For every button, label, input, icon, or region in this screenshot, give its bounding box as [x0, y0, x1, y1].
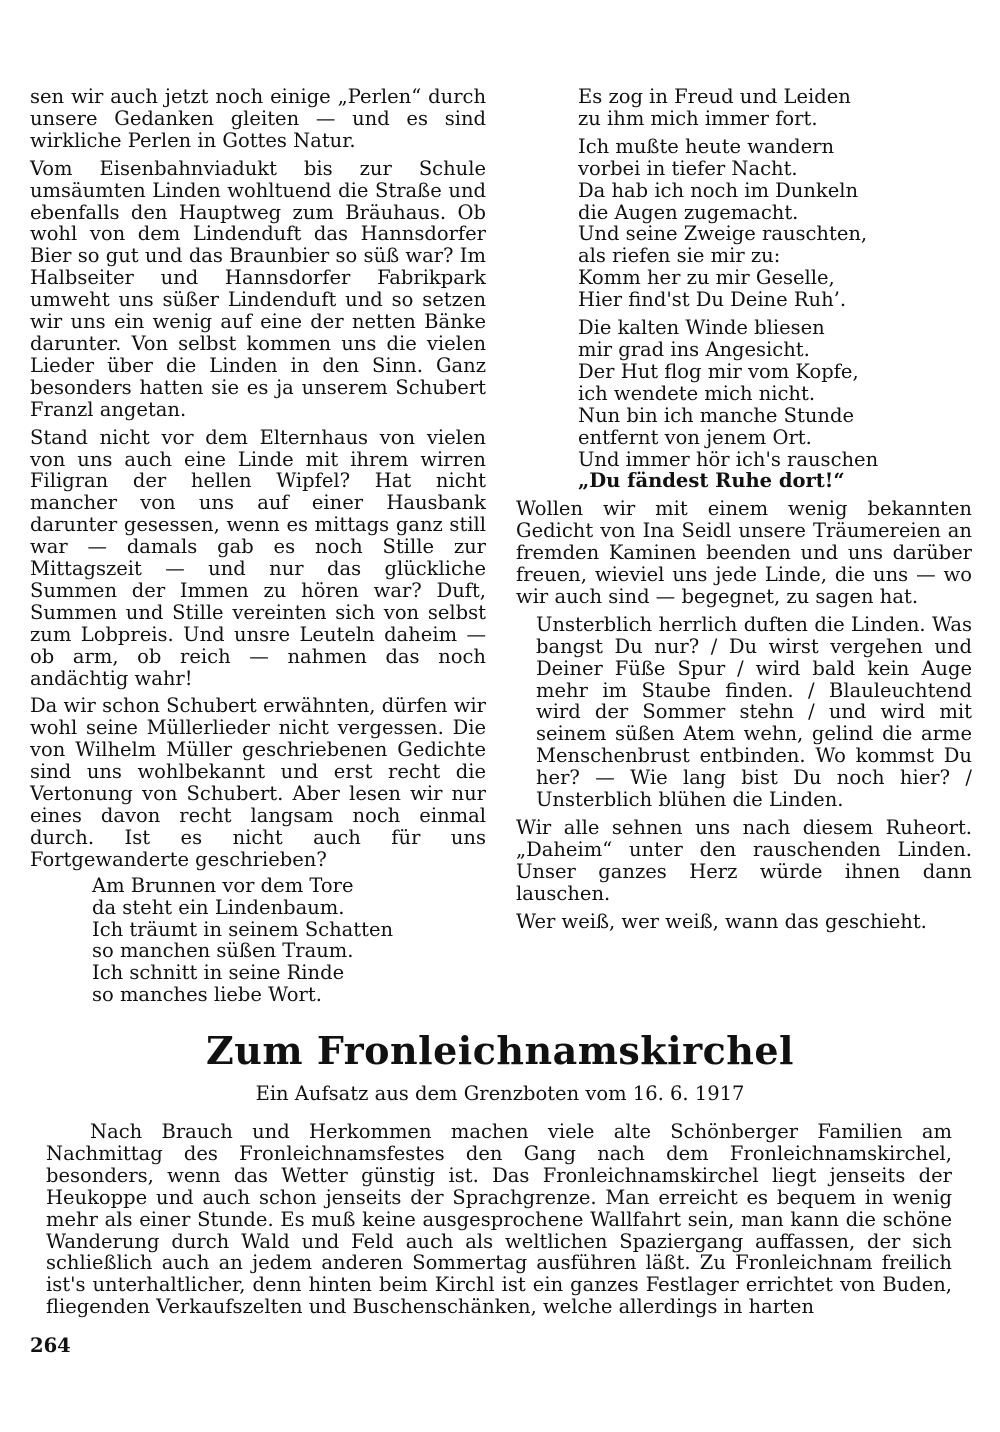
poem-line: Die kalten Winde bliesen	[578, 316, 825, 340]
poem-line: als riefen sie mir zu:	[578, 244, 781, 268]
poem-stanza	[578, 317, 972, 492]
poem-continuation	[516, 86, 972, 492]
paragraph: Da wir schon Schubert erwähnten, dürfen wir wohl seine Müllerlieder nicht vergessen. Die von Wilhelm Müller geschriebenen Gedichte sind uns wohlbekannt und erst recht die Vertonung von Schubert. Aber lesen wir nur eines davon recht langsam noch einmal durch. Ist es nicht auch für uns Fortgewanderte geschrieben?	[30, 694, 486, 871]
poem-line: zu ihm mich immer fort.	[578, 106, 818, 130]
poem-line: Es zog in Freud und Leiden	[578, 85, 851, 108]
poem-line: ich wendete mich nicht.	[578, 381, 816, 405]
poem-stanza	[92, 875, 486, 1006]
poem-line: Hier find'st Du Deine Ruh’.	[578, 288, 847, 312]
paragraph: Wer weiß, wer weiß, wann das geschieht.	[516, 909, 927, 933]
paragraph: Vom Eisenbahnviadukt bis zur Schule umsäumten Linden wohltuend die Straße und ebenfalls den Hauptweg zum Bräuhaus. Ob wohl von dem Lindenduft das Hannsdorfer Bier so gut und das Braunbier so süß war? Im Halbseiter und Hannsdorfer Fabrikpark umweht uns süßer Lindenduft und so setzen wir uns ein wenig auf eine der netten Bänke darunter. Von selbst kommen uns die vielen Lieder über die Linden in den Sinn. Ganz besonders hatten sie es ja unserem Schubert Franzl angetan.	[30, 156, 486, 421]
poem-line: da steht ein Lindenbaum.	[92, 895, 345, 919]
poem-refrain: „Du fändest Ruhe dort!“	[578, 469, 845, 493]
poem-stanza	[578, 136, 972, 311]
article-subtitle: Ein Aufsatz aus dem Grenzboten vom 16. 6. 1917	[255, 1082, 745, 1105]
poem-line: Der Hut flog mir vom Kopfe,	[578, 359, 859, 383]
paragraph: Wollen wir mit einem wenig bekannten Gedicht von Ina Seidl unsere Träumereien an fremden Kaminen beenden und uns darüber freuen, wieviel uns jede Linde, die uns — wo wir auch sind — begegnet, zu sagen hat.	[516, 497, 972, 608]
poem-line: Ich schnitt in seine Rinde	[92, 961, 345, 985]
poem-line: Ich träumt in seinem Schatten	[92, 917, 394, 941]
poem-quote: Unsterblich herrlich duften die Linden. Was bangst Du nur? / Du wirst vergehen und Deiner Füße Spur / wird bald kein Auge mehr im Staube finden. / Blauleuchtend wird der Sommer stehn / und wird mit seinem süßen Atem wehn, gelind die arme Menschenbrust entbinden. Wo kommst Du her? — Wie lang bist Du noch hier? / Unsterblich blühen die Linden.	[536, 612, 972, 812]
paragraph: Wir alle sehnen uns nach diesem Ruheort. „Daheim“ unter den rauschenden Linden. Unser ganzes Herz würde ihnen dann lauschen.	[516, 816, 972, 905]
poem-line: Nun bin ich manche Stunde	[578, 403, 854, 427]
poem-line: entfernt von jenem Ort.	[578, 425, 812, 449]
poem-line: Und immer hör ich's rauschen	[578, 447, 879, 471]
poem-line: Und seine Zweige rauschten,	[578, 222, 868, 246]
left-column	[30, 86, 486, 1006]
poem-line: Komm her zu mir Geselle,	[578, 266, 835, 290]
poem-line: Am Brunnen vor dem Tore	[92, 873, 354, 897]
paragraph: sen wir auch jetzt noch einige „Perlen“ durch unsere Gedanken gleiten — und es sind wirkliche Perlen in Gottes Natur.	[30, 85, 486, 152]
poem-line: so manchen süßen Traum.	[92, 939, 354, 963]
paragraph: Stand nicht vor dem Elternhaus von vielen von uns auch eine Linde mit ihrem wirren Filigran der hellen Wipfel? Hat nicht mancher von uns auf einer Hausbank darunter gesessen, wenn es mittags ganz still war — damals gab es noch Stille zur Mittagszeit — und nur das glückliche Summen der Immen zu hören war? Duft, Summen und Stille vereinten sich von selbst zum Lobpreis. Und unsre Leuteln daheim — ob arm, ob reich — nahmen das noch andächtig wahr!	[30, 425, 486, 690]
right-column	[516, 86, 972, 933]
poem-stanza	[578, 86, 972, 130]
poem-line: Da hab ich noch im Dunkeln	[578, 178, 859, 202]
article-body: Nach Brauch und Herkommen machen viele alte Schönberger Familien am Nachmittag des Fronleichnamsfestes den Gang nach dem Fronleichnamskirchel, besonders, wenn das Wetter günstig ist. Das Fronleichnamskirchel liegt jenseits der Heukoppe und auch schon jenseits der Sprachgrenze. Man erreicht es bequem in wenig mehr als einer Stunde. Es muß keine ausgesprochene Wallfahrt sein, man kann die schöne Wanderung durch Wald und Feld auch als weltlichen Spaziergang auffassen, der sich schließlich auch an jedem anderen Sommertag ausführen läßt. Zu Fronleichnam freilich ist's unterhaltlicher, denn hinten beim Kirchl ist ein ganzes Festlager errichtet von Buden, fliegenden Verkaufszelten und Buschenschänken, welche allerdings in harten	[46, 1120, 952, 1319]
poem-line: Ich mußte heute wandern	[578, 134, 835, 158]
poem-line: so manches liebe Wort.	[92, 983, 322, 1007]
poem-line: die Augen zugemacht.	[578, 200, 799, 224]
poem-lindenbaum	[30, 875, 486, 1006]
poem-line: mir grad ins Angesicht.	[578, 337, 810, 361]
article-title: Zum Fronleichnamskirchel	[206, 1028, 794, 1073]
poem-line: vorbei in tiefer Nacht.	[578, 156, 798, 180]
page-number: 264	[30, 1334, 71, 1357]
